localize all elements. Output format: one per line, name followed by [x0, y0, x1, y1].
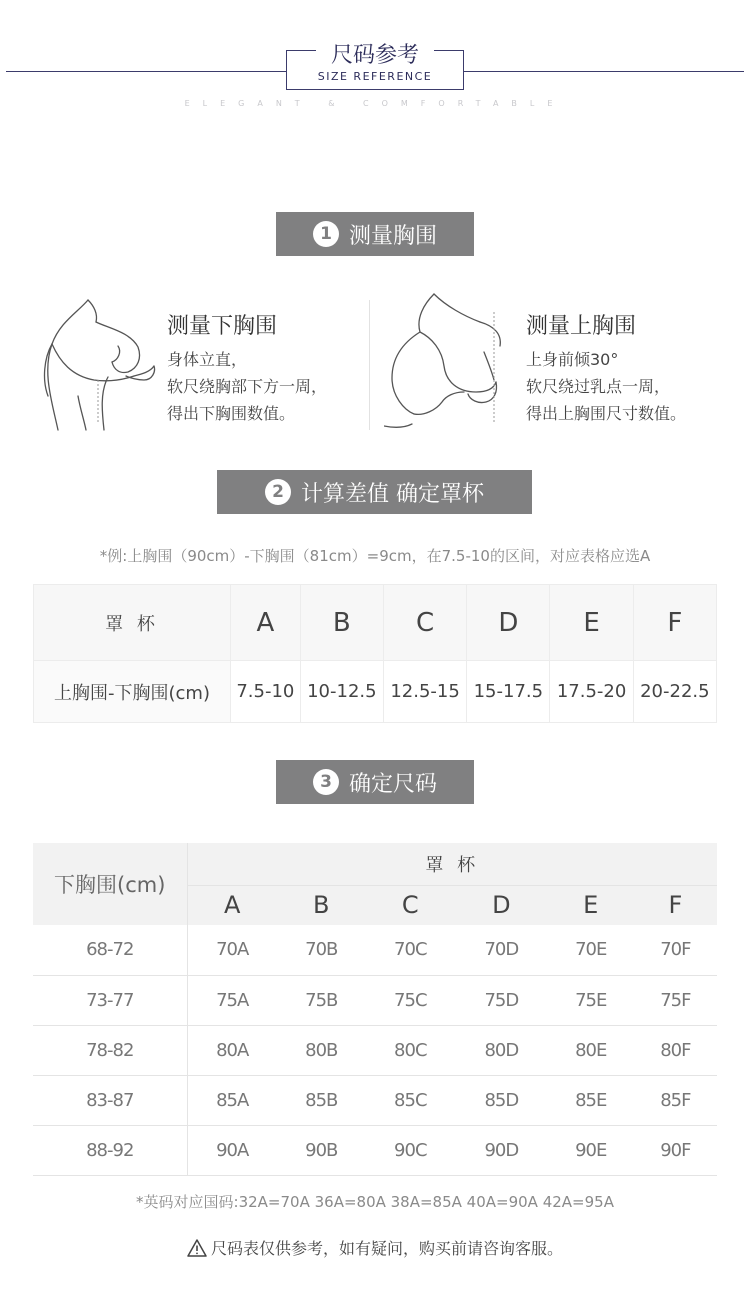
cup-difference-table: [33, 584, 717, 723]
underbust-range-cell: 73-77: [33, 975, 187, 1025]
difference-cell: 12.5-15: [383, 661, 466, 723]
underbust-header-cell: 下胸围(cm): [33, 843, 187, 925]
size-cell: 90D: [455, 1125, 548, 1175]
cup-cell: A: [231, 585, 301, 661]
size-cell: 85C: [366, 1075, 455, 1125]
section-2-banner: [217, 470, 532, 514]
size-cell: 85B: [277, 1075, 366, 1125]
size-cell: 80D: [455, 1025, 548, 1075]
size-cell: 90C: [366, 1125, 455, 1175]
size-cell: 85A: [187, 1075, 277, 1125]
size-cell: 75A: [187, 975, 277, 1025]
size-cell: 70D: [455, 925, 548, 975]
difference-cell: 15-17.5: [467, 661, 550, 723]
cup-header-cell: 罩 杯: [187, 843, 717, 885]
page-title: 尺码参考: [286, 38, 464, 69]
cup-column-header: F: [634, 885, 717, 925]
size-cell: 90B: [277, 1125, 366, 1175]
footer-disclaimer: [0, 1236, 750, 1259]
step-number-1: 1: [313, 221, 339, 247]
size-cell: 75C: [366, 975, 455, 1025]
underbust-range-cell: 68-72: [33, 925, 187, 975]
cup-column-header: C: [366, 885, 455, 925]
difference-cell: 10-12.5: [300, 661, 383, 723]
size-cell: 90E: [548, 1125, 634, 1175]
underbust-range-cell: 83-87: [33, 1075, 187, 1125]
cup-column-header: A: [187, 885, 277, 925]
table-row: [33, 975, 717, 1025]
cup-column-header: E: [548, 885, 634, 925]
underbust-line: 身体立直，: [167, 350, 248, 369]
size-cell: 70E: [548, 925, 634, 975]
size-cell: 75F: [634, 975, 717, 1025]
overbust-title: 测量上胸围: [526, 314, 637, 339]
cup-label-cell: 罩 杯: [34, 585, 231, 661]
section-2-title: 计算差值 确定罩杯: [301, 481, 484, 507]
underbust-line: 得出下胸围数值。: [167, 404, 296, 423]
cup-cell: B: [300, 585, 383, 661]
underbust-instructions: [167, 346, 327, 427]
underbust-range-cell: 78-82: [33, 1025, 187, 1075]
size-cell: 70C: [366, 925, 455, 975]
section-3-banner: [276, 760, 474, 804]
page-subtitle: SIZE REFERENCE: [317, 70, 433, 83]
header-rule-left: [6, 71, 288, 72]
size-cell: 75D: [455, 975, 548, 1025]
table-row: [33, 1025, 717, 1075]
size-table: [33, 843, 717, 1176]
underbust-line: 软尺绕胸部下方一周，: [167, 377, 328, 396]
cup-cell: E: [550, 585, 633, 661]
warning-icon: [187, 1239, 207, 1257]
size-cell: 80B: [277, 1025, 366, 1075]
difference-label-cell: 上胸围-下胸围(cm): [34, 661, 231, 723]
overbust-line: 上身前倾30°: [526, 350, 619, 369]
step-number-3: 3: [313, 769, 339, 795]
size-cell: 80A: [187, 1025, 277, 1075]
underbust-title: 测量下胸围: [167, 314, 278, 339]
size-cell: 80C: [366, 1025, 455, 1075]
size-cell: 70F: [634, 925, 717, 975]
section-1-banner: [276, 212, 474, 256]
difference-cell: 17.5-20: [550, 661, 633, 723]
size-cell: 75E: [548, 975, 634, 1025]
cup-column-header: D: [455, 885, 548, 925]
table-row: [33, 1075, 717, 1125]
cup-cell: F: [633, 585, 716, 661]
cup-cell: C: [383, 585, 466, 661]
step-number-2: 2: [265, 479, 291, 505]
size-cell: 85F: [634, 1075, 717, 1125]
header-rule-right: [462, 71, 744, 72]
cup-column-header: B: [277, 885, 366, 925]
section-1-title: 测量胸围: [348, 223, 437, 249]
cup-header-row: [34, 585, 717, 661]
footer-text: 尺码表仅供参考，如有疑问，购买前请咨询客服。: [210, 1239, 563, 1258]
measure-divider: [369, 300, 370, 430]
difference-cell: 20-22.5: [633, 661, 716, 723]
difference-row: [34, 661, 717, 723]
size-cell: 70B: [277, 925, 366, 975]
overbust-line: 得出上胸围尺寸数值。: [526, 404, 687, 423]
size-cell: 85D: [455, 1075, 548, 1125]
table-row: [33, 925, 717, 975]
size-cell: 75B: [277, 975, 366, 1025]
size-cell: 85E: [548, 1075, 634, 1125]
size-conversion-note: *英码对应国码:32A=70A 36A=80A 38A=85A 40A=90A 42A=95A: [136, 1193, 614, 1211]
size-cell: 80E: [548, 1025, 634, 1075]
calculation-example: *例:上胸围（90cm）-下胸围（81cm）=9cm，在7.5-10的区间，对应表格应选A: [99, 547, 651, 565]
cup-cell: D: [467, 585, 550, 661]
table-row: [33, 1125, 717, 1175]
underbust-range-cell: 88-92: [33, 1125, 187, 1175]
size-cell: 70A: [187, 925, 277, 975]
page-tagline: ELEGANT & COMFORTABLE: [184, 99, 566, 108]
measure-overbust-illustration: [384, 292, 514, 432]
section-3-title: 确定尺码: [348, 771, 437, 797]
overbust-instructions: [526, 346, 686, 427]
measure-underbust-illustration: [38, 292, 168, 432]
overbust-line: 软尺绕过乳点一周，: [526, 377, 671, 396]
size-cell: 90A: [187, 1125, 277, 1175]
difference-cell: 7.5-10: [231, 661, 301, 723]
size-cell: 80F: [634, 1025, 717, 1075]
size-cell: 90F: [634, 1125, 717, 1175]
size-table-header-row: [33, 843, 717, 885]
